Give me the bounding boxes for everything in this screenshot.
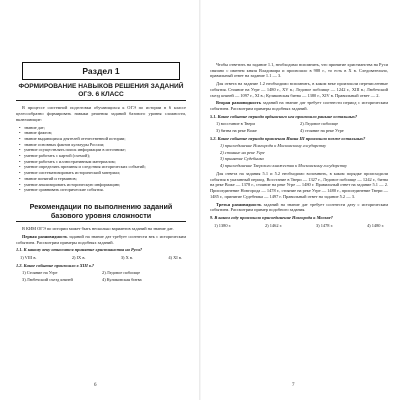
skills-list-item: • умение осуществлять поиск информации в источнике; xyxy=(24,147,186,153)
task-1-1-options xyxy=(20,255,182,261)
task-9-question: 9. В каком году произошло присоединение Новгорода к Москве? xyxy=(210,214,333,220)
answer-option: 3) битва на реке Воже xyxy=(216,127,257,133)
task-1-2-question: 1.2. Какое событие произошло в XIII в.? xyxy=(16,262,95,268)
kim-paragraph: В КИМ ОГЭ по истории может быть несколько вариантов заданий на знание дат. xyxy=(22,226,174,232)
page-number: 6 xyxy=(94,383,97,388)
task-5-2-question: 5.2. Какое событие периода правления Ивана III произошло позже остальных? xyxy=(210,135,366,141)
skills-list-item: • умение работать с иллюстративным материалом; xyxy=(24,159,186,165)
second-variant-label: Вторая разновидность xyxy=(216,100,262,106)
answer-option: 1) 1380 г. xyxy=(214,222,232,228)
right-page xyxy=(200,0,400,400)
answer-option: 2) Ледовое побоище xyxy=(102,270,141,276)
first-variant-paragraph xyxy=(16,234,186,245)
skills-list-item: • знание дат; xyxy=(24,125,186,131)
explanation-paragraph: Для ответа на задания 5.1 и 5.2 необходимо вспомнить, в каком порядке происходили события в указанный период. Восстание в Твери — 1327 г., Ледовое побоище — 1242 г., битва на реке Воже — 1378 г., стояние на реке Угре — 1480 г. Правильный ответ на задание 5.1 — 2. Присоединение Новгорода — 1478 г., стояние на реке Угре — 1480 г., присоединение Твери — 1485 г., принятие Судебника — 1497 г. Правильный ответ на задание 5.2 — 3. xyxy=(210,171,388,199)
first-variant-label: Первая разновидность xyxy=(22,233,68,239)
task-5-1-options xyxy=(216,121,384,133)
task-1-1-question: 1.1. К какому веку относится принятие христианства на Руси? xyxy=(16,247,143,253)
answer-option: 4) XI в. xyxy=(168,254,182,260)
title-underline xyxy=(16,100,186,101)
answer-option: 2) IX в. xyxy=(71,254,86,260)
skills-list-item: • знание основных фактов культуры России; xyxy=(24,142,186,148)
skills-list xyxy=(16,125,186,193)
task-5-1-question: 5.1. Какое событие периода ордынского ига произошло раньше остальных? xyxy=(210,113,358,119)
answer-option: 2) Ледовое побоище xyxy=(300,121,339,127)
answer-option: 3) Любечский съезд князей xyxy=(22,276,73,282)
skills-list-item: • знание фактов; xyxy=(24,130,186,136)
second-variant-text: заданий на знание дат требует соотнести период с историческим событием. Рассмотрим примеры подобных заданий. xyxy=(210,100,388,111)
answer-option: 1) присоединение Новгорода к Московскому государству xyxy=(220,143,327,149)
section-label: Раздел 1 xyxy=(82,66,120,76)
second-variant-paragraph xyxy=(210,100,388,111)
answer-option: 3) 1478 г. xyxy=(315,222,334,228)
explanation-paragraph: Чтобы ответить на задание 1.1, необходимо вспомнить, что принятие христианства на Руси связано с именем князя Владимира и произошло в 988 г., то есть в X в. Следовательно, правильный ответ на задание 1.1 — 3. xyxy=(210,62,388,79)
intro-paragraph: В процессе системной подготовки обучающихся к ОГЭ по истории в 6 классе целесообразно формировать навыки решения заданий базового уровня сложности, включающие: xyxy=(16,105,186,122)
third-variant-text: заданий на знание дат требует соотнести дату с историческим событием. Рассмотрим пример подобного задания. xyxy=(210,201,388,213)
third-variant-paragraph xyxy=(210,202,388,213)
answer-option: 1) Стояние на Угре xyxy=(22,270,58,276)
task-5-2-options xyxy=(220,143,388,169)
section-label-box xyxy=(22,62,180,80)
skills-list-item: • умение анализировать историческую информацию; xyxy=(24,182,186,188)
recommendations-heading: Рекомендации по выполнению заданий базового уровня сложности xyxy=(29,201,173,220)
skills-list-item: • знание понятий и терминов; xyxy=(24,176,186,182)
third-variant-label: Третья разновидность xyxy=(216,201,262,207)
skills-list-item: • умение определять причины и следствия исторических событий; xyxy=(24,164,186,170)
answer-option: 1) VIII в. xyxy=(20,254,37,260)
answer-option: 3) X в. xyxy=(120,254,134,260)
task-9-options xyxy=(214,223,384,229)
first-variant-text: заданий на знание дат требует соотнести век с историческим событием. Рассмотрим примеры подобных заданий. xyxy=(16,233,186,245)
skills-list-item: • умение работать с картой (схемой); xyxy=(24,153,186,159)
skills-list-item: • умение систематизировать исторический материал; xyxy=(24,170,186,176)
answer-option: 4) 1480 г. xyxy=(366,222,384,228)
heading-underline xyxy=(16,221,186,222)
task-1-2-options xyxy=(22,270,182,282)
answer-option: 4) присоединение Тверского княжества к Московскому государству xyxy=(220,162,347,168)
explanation-paragraph: Для ответа на задание 1.2 необходимо вспомнить, в каком веке произошли перечисленные события. Стояние на Угре — 1480 г., XV в.; Ледовое побоище — 1242 г., XIII в.; Любечский съезд князей — 1097 г., XI в.; Куликовская битва — 1380 г., XIV в. Правильный ответ — 2. xyxy=(210,81,388,98)
section-title: ФОРМИРОВАНИЕ НАВЫКОВ РЕШЕНИЯ ЗАДАНИЙ ОГЭ. 6 КЛАСС xyxy=(18,83,184,99)
answer-option: 2) 1462 г. xyxy=(264,222,283,228)
answer-option: 4) стояние на реке Угре xyxy=(300,127,344,133)
answer-option: 1) восстание в Твери xyxy=(216,121,255,127)
skills-list-item: • умение сравнивать исторические события. xyxy=(24,187,186,193)
page-number: 7 xyxy=(292,383,295,388)
skills-list-item: • знание выдающихся деятелей отечественной истории; xyxy=(24,136,186,142)
answer-option: 3) принятие Судебника xyxy=(220,156,264,162)
answer-option: 4) Куликовская битва xyxy=(102,276,142,282)
answer-option: 2) стояние на реке Угре xyxy=(220,149,265,155)
